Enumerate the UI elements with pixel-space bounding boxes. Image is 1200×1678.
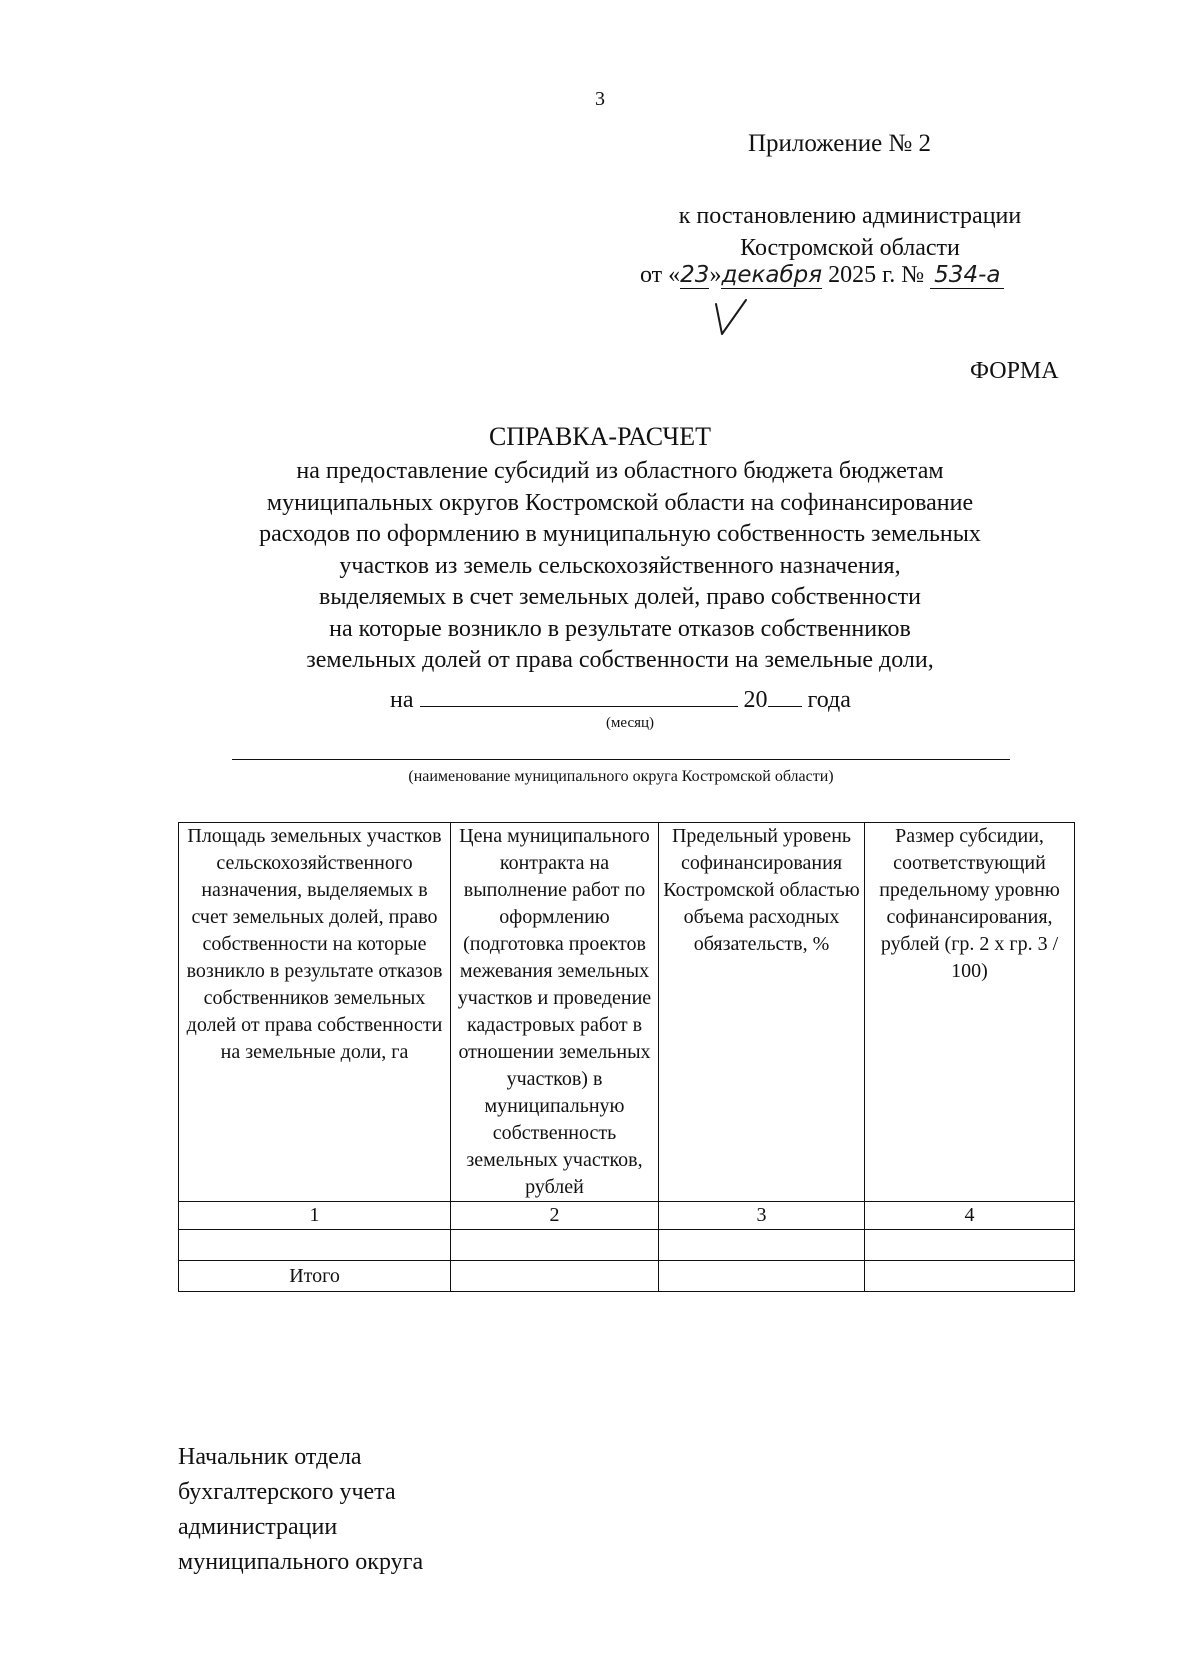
decree-line: Костромской области: [740, 235, 960, 261]
table-cell[interactable]: [659, 1230, 865, 1261]
period-suffix: года: [807, 687, 851, 713]
signature-line: Начальник отдела: [178, 1444, 362, 1470]
decree-line: к постановлению администрации: [678, 203, 1022, 229]
handwritten-month: декабря: [721, 262, 823, 288]
calculation-table: [178, 822, 1075, 1292]
decree-reference: [620, 200, 1080, 264]
column-number-row: [179, 1202, 1075, 1230]
okrug-name-blank-field[interactable]: [232, 759, 1010, 760]
table-row: [179, 1230, 1075, 1261]
subject-line: земельных долей от права собственности на земельные доли,: [306, 647, 934, 673]
month-caption: (месяц): [605, 715, 655, 731]
column-number: 1: [179, 1202, 451, 1230]
subject-line: участков из земель сельскохозяйственного назначения,: [339, 552, 901, 579]
signature-line: бухгалтерского учета: [178, 1479, 396, 1505]
decree-date-line: [640, 262, 1004, 289]
period-line: [390, 684, 851, 714]
handwritten-day: 23: [680, 262, 710, 288]
appendix-title: Приложение № 2: [748, 130, 932, 157]
table-cell[interactable]: [865, 1261, 1075, 1292]
signature-line: администрации: [178, 1514, 338, 1540]
handwritten-decree-number: 534-а: [930, 262, 1004, 289]
page-number: 3: [595, 88, 605, 110]
table-header-row: [179, 823, 1075, 1202]
document-title: СПРАВКА-РАСЧЕТ: [488, 422, 712, 451]
table-cell[interactable]: [865, 1230, 1075, 1261]
form-label: ФОРМА: [970, 358, 1059, 384]
subject-line: выделяемых в счет земельных долей, право собственности: [318, 584, 922, 610]
year-prefix: 20: [743, 687, 768, 713]
total-row: [179, 1261, 1075, 1292]
okrug-caption: (наименование муниципального округа Костромской области): [408, 768, 834, 785]
document-subject: [180, 456, 1060, 677]
subject-line: расходов по оформлению в муниципальную собственность земельных: [259, 521, 981, 547]
table-cell[interactable]: [659, 1261, 865, 1292]
total-label: Итого: [179, 1261, 451, 1292]
handwritten-checkmark: [712, 296, 752, 340]
table-cell[interactable]: [451, 1261, 659, 1292]
subject-line: на которые возникло в результате отказов собственников: [329, 615, 911, 642]
table-cell[interactable]: [179, 1230, 451, 1261]
month-blank-field[interactable]: [420, 684, 738, 707]
year-blank-field[interactable]: [768, 684, 802, 707]
date-year: 2025 г. №: [828, 262, 925, 288]
column-number: 4: [865, 1202, 1075, 1230]
column-number: 3: [659, 1202, 865, 1230]
column-number: 2: [451, 1202, 659, 1230]
period-prefix: на: [390, 687, 414, 713]
header-cofinancing-level: Предельный уровень софинансирования Костромской областью объема расходных обязательств, %: [659, 823, 865, 1202]
header-area: Площадь земельных участков сельскохозяйственного назначения, выделяемых в счет земельных долей, право собственности на которые возникло в результате отказов собственников земельных долей от права собственности на земельные доли, га: [179, 823, 451, 1202]
header-subsidy-amount: Размер субсидии, соответствующий предельному уровню софинансирования, рублей (гр. 2 х гр. 3 / 100): [865, 823, 1075, 1202]
date-quote-close: »: [709, 262, 722, 288]
signature-block: [178, 1440, 423, 1580]
table-cell[interactable]: [451, 1230, 659, 1261]
subject-line: на предоставление субсидий из областного бюджета бюджетам: [296, 458, 944, 484]
date-prefix: от «: [640, 262, 681, 288]
header-contract-price: Цена муниципального контракта на выполнение работ по оформлению (подготовка проектов межевания земельных участков и проведение кадастровых работ в отношении земельных участков) в муниципальную собственность земельных участков, рублей: [451, 823, 659, 1202]
signature-line: муниципального округа: [178, 1549, 424, 1575]
subject-line: муниципальных округов Костромской области на софинансирование: [266, 489, 974, 516]
